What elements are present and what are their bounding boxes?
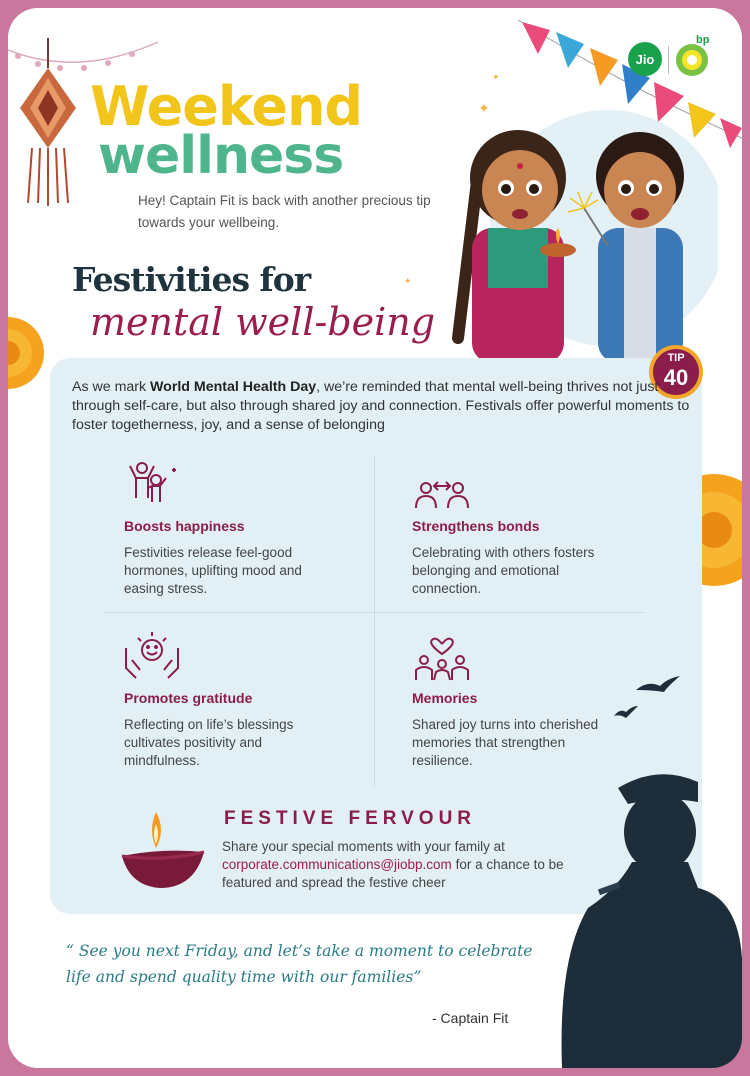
- festive-line1: Share your special moments with your family at: [222, 839, 505, 854]
- feature-title-gratitude: Promotes gratitude: [124, 690, 253, 706]
- email-link[interactable]: corporate.communications@jiobp.com: [222, 857, 452, 872]
- logo-separator: [668, 46, 669, 74]
- feature-title-bonds: Strengthens bonds: [412, 518, 540, 534]
- captain-fit-silhouette: [548, 758, 742, 1068]
- lead-paragraph: [72, 378, 702, 435]
- feature-title-happiness: Boosts happiness: [124, 518, 245, 534]
- lead-suffix: , we’re reminded that mental well-being thrives not just through self-care, but also through shared joy and connection. Festivals offer powerful moments to foster togetherness, joy, and a sense of belonging: [72, 379, 690, 433]
- section-heading: Festivities for: [72, 260, 311, 299]
- family-heart-icon: [412, 630, 472, 682]
- festive-line2: for a chance to be featured and spread the festive cheer: [222, 857, 564, 890]
- sparkle-icon: ✦: [404, 276, 412, 286]
- feature-desc-happiness: Festivities release feel-good hormones, uplifting mood and easing stress.: [124, 545, 302, 596]
- celebrating-people-icon: [122, 458, 182, 504]
- grid-divider-horizontal: [104, 612, 644, 613]
- jio-logo: Jio: [628, 42, 662, 76]
- lead-prefix: As we mark: [72, 379, 151, 395]
- tip-label: TIP: [667, 352, 685, 364]
- kids-celebrating-illustration: [428, 78, 718, 368]
- connected-people-icon: [412, 476, 472, 512]
- sparkle-icon: ✦: [478, 100, 490, 116]
- gratitude-hands-icon: [122, 630, 182, 682]
- feature-title-memories: Memories: [412, 690, 478, 706]
- grid-divider-vertical: [374, 456, 375, 786]
- tip-number: 40: [663, 365, 689, 390]
- section-subheading: mental well-being: [90, 300, 436, 344]
- birds-decoration: [608, 668, 688, 728]
- festive-fervour-title: FESTIVE FERVOUR: [224, 808, 477, 829]
- newsletter-page: [8, 8, 742, 1068]
- intro-text: Hey! Captain Fit is back with another precious tip towards your wellbeing.: [138, 193, 431, 230]
- feature-desc-memories: Shared joy turns into cherished memories that strengthen resilience.: [412, 717, 599, 768]
- closing-quote: “ See you next Friday, and let’s take a moment to celebrate life and spend quality time with our families”: [66, 942, 533, 986]
- marigold-flower-left: [8, 308, 48, 398]
- bp-helios-icon: [674, 42, 710, 78]
- lead-highlight: World Mental Health Day: [150, 379, 317, 395]
- feature-desc-gratitude: Reflecting on life’s blessings cultivates positivity and mindfulness.: [124, 717, 294, 768]
- diya-lamp-icon: [114, 808, 210, 888]
- quote-author: - Captain Fit: [432, 1010, 509, 1026]
- title-weekend: Weekend: [90, 75, 363, 138]
- bp-logo-text: bp: [696, 34, 710, 46]
- feature-desc-bonds: Celebrating with others fosters belonging and emotional connection.: [412, 545, 595, 596]
- jio-bp-logo: [628, 36, 718, 80]
- lantern-decoration: [12, 38, 82, 208]
- title-wellness: wellness: [98, 126, 344, 186]
- sparkle-icon: ✦: [492, 72, 500, 82]
